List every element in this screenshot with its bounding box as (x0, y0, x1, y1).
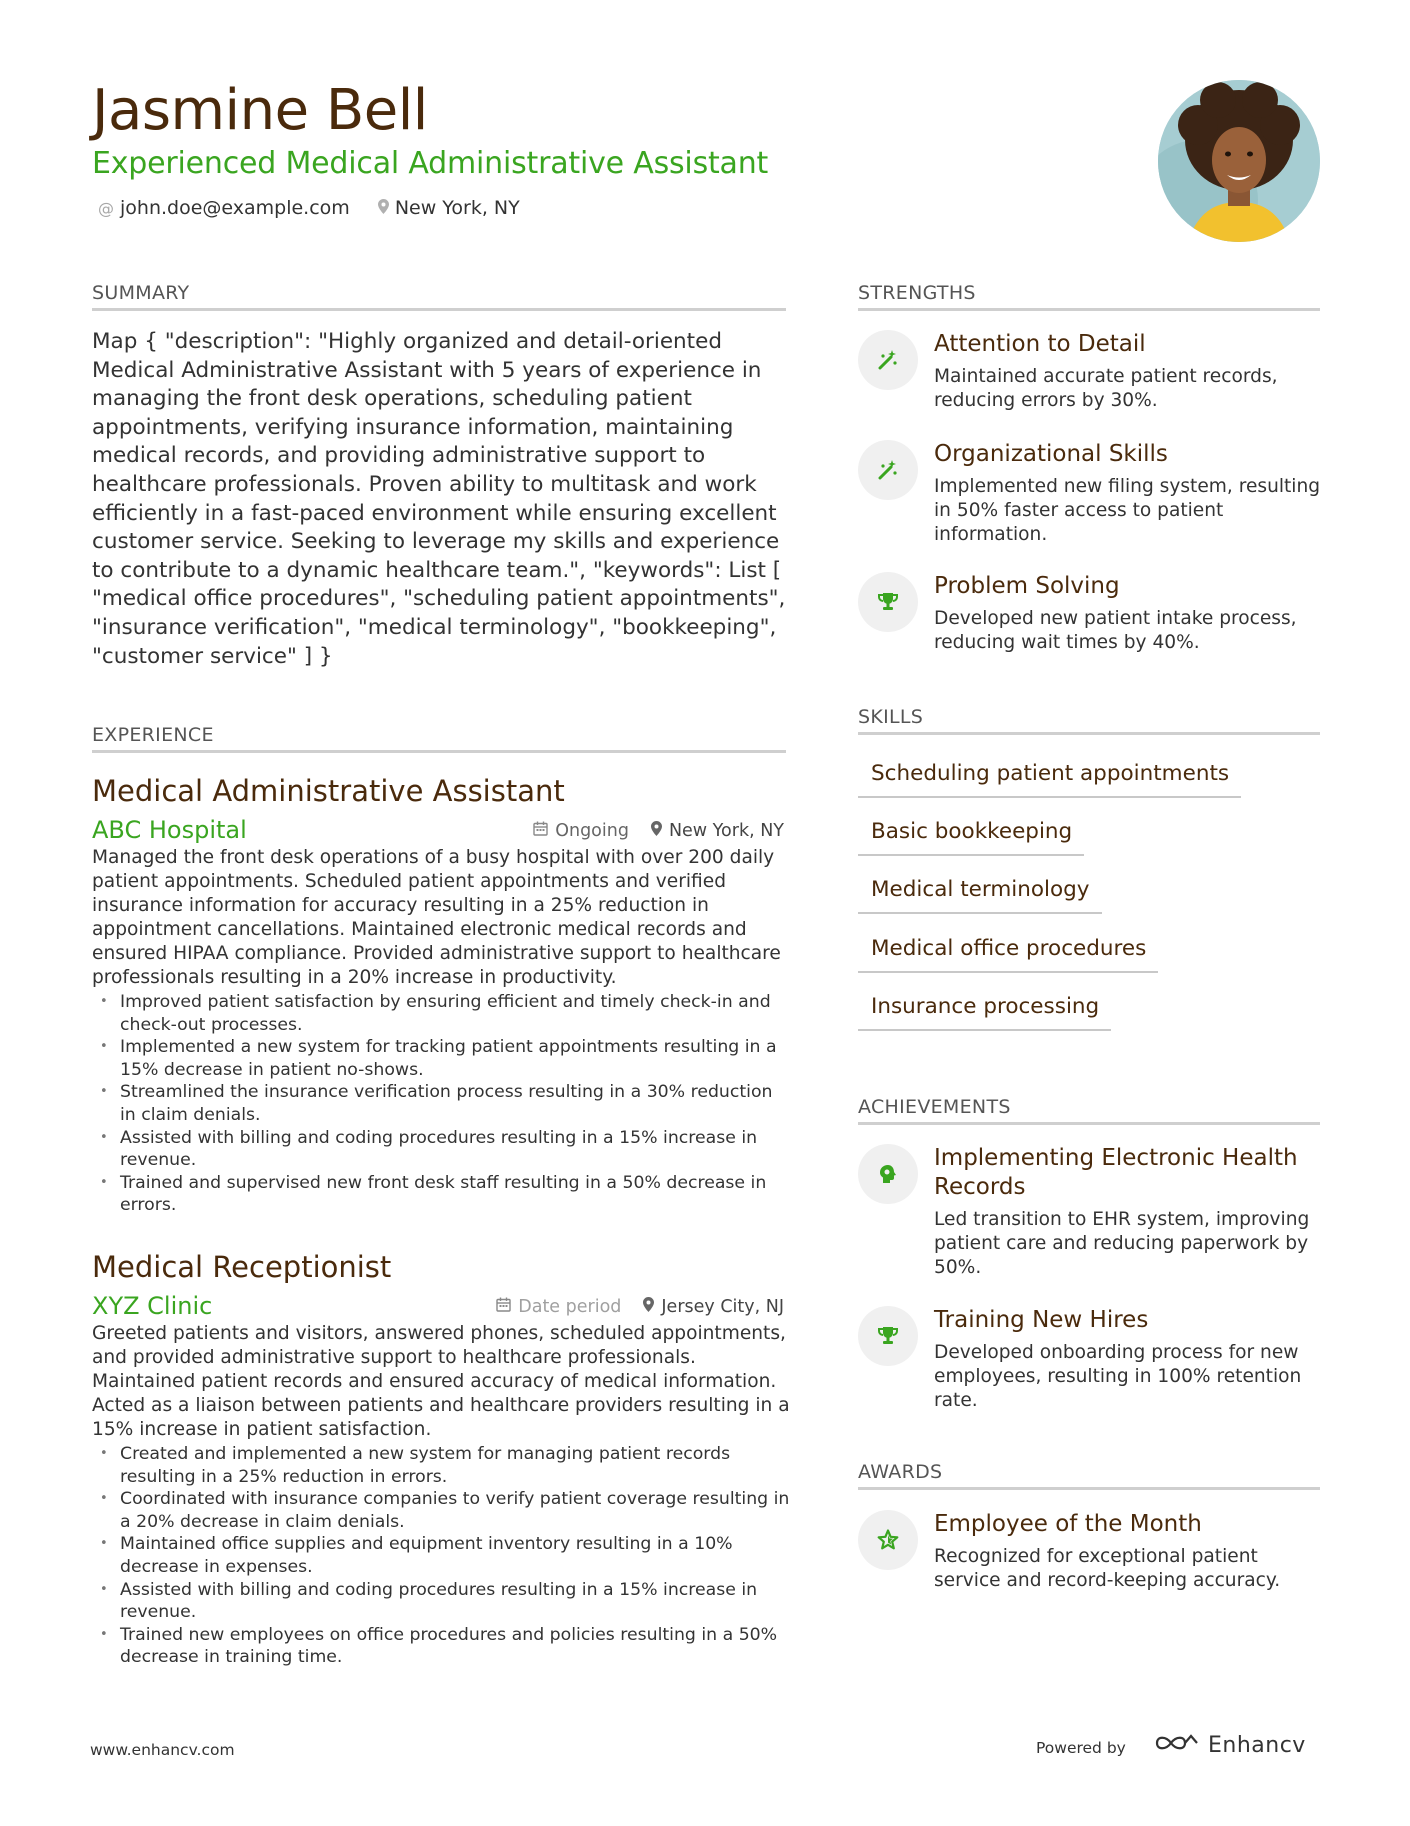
magic-wand-icon (858, 440, 918, 500)
award-title: Employee of the Month (934, 1511, 1202, 1537)
skill-tag: Medical office procedures (858, 935, 1158, 973)
job-bullet: • Coordinated with insurance companies to verify patient coverage resulting in a 20% decrease in claim denials. (92, 1488, 792, 1533)
contact-email[interactable] (98, 197, 350, 219)
contact-location (378, 197, 520, 219)
job-location (643, 1294, 784, 1320)
enhancv-logo[interactable] (1154, 1731, 1306, 1759)
candidate-headline: Experienced Medical Administrative Assistant (92, 146, 769, 181)
calendar-icon (496, 1294, 511, 1320)
footer-brand: Enhancv (1208, 1732, 1306, 1758)
footer-powered-by: Powered by (1036, 1739, 1126, 1757)
job-bullet: • Created and implemented a new system for managing patient records resulting in a 25% reduction in errors. (92, 1443, 792, 1488)
candidate-name: Jasmine Bell (92, 78, 428, 143)
trophy-icon (858, 1306, 918, 1366)
job-description: Greeted patients and visitors, answered phones, scheduled appointments, and provided administrative support to healthcare professionals. Maintained patient records and ensured accuracy of medical information. Acted as a liaison between patients and healthcare providers resulting in a 15% increase in patient satisfaction. (92, 1323, 790, 1440)
job-role: Medical Administrative Assistant (92, 774, 565, 808)
contact-info (98, 197, 520, 219)
strength-title: Problem Solving (934, 573, 1120, 599)
job-company: XYZ Clinic (92, 1292, 213, 1320)
job-meta (533, 818, 784, 844)
strength-description: Implemented new filing system, resulting in 50% faster access to patient information. (934, 476, 1321, 545)
job-description: Managed the front desk operations of a busy hospital with over 200 daily patient appointments. Scheduled patient appointments and verified insurance information for accuracy resulting in a 25% reduction in appointment cancellations. Maintained electronic medical records and ensured HIPAA compliance. Provided administrative support to healthcare professionals resulting in a 20% increase in productivity. (92, 847, 781, 988)
skills-heading: SKILLS (858, 706, 924, 728)
job-bullet: • Assisted with billing and coding procedures resulting in a 15% increase in revenue. (92, 1579, 792, 1624)
calendar-icon (533, 818, 548, 844)
skills-divider (858, 732, 1320, 735)
awards-heading: AWARDS (858, 1461, 943, 1483)
strengths-heading: STRENGTHS (858, 282, 976, 304)
trophy-icon (858, 572, 918, 632)
job-company: ABC Hospital (92, 816, 247, 844)
job-period-text: Date period (518, 1297, 622, 1317)
job-bullet: • Assisted with billing and coding procedures resulting in a 15% increase in revenue. (92, 1127, 792, 1172)
location-text: New York, NY (394, 197, 520, 219)
job-bullets (92, 1443, 792, 1669)
achievement-description: Developed onboarding process for new employees, resulting in 100% retention rate. (934, 1342, 1302, 1411)
footer-website[interactable]: www.enhancv.com (90, 1741, 235, 1759)
summary-divider (92, 308, 786, 311)
awards-divider (858, 1487, 1320, 1490)
strength-title: Organizational Skills (934, 441, 1168, 467)
strength-description: Developed new patient intake process, reducing wait times by 40%. (934, 608, 1297, 653)
job-bullet: • Improved patient satisfaction by ensuring efficient and timely check-in and check-out processes. (92, 991, 792, 1036)
magic-wand-icon (858, 330, 918, 390)
head-idea-icon (858, 1144, 918, 1204)
job-role: Medical Receptionist (92, 1250, 392, 1284)
achievement-title: Implementing Electronic Health Records (934, 1145, 1298, 1200)
job-bullet: • Streamlined the insurance verification process resulting in a 30% reduction in claim denials. (92, 1081, 792, 1126)
skill-tag: Scheduling patient appointments (858, 760, 1241, 798)
location-pin-icon (378, 199, 389, 218)
job-bullet: • Trained and supervised new front desk staff resulting in a 50% decrease in errors. (92, 1172, 792, 1217)
job-location-text: Jersey City, NJ (661, 1297, 784, 1317)
profile-photo (1158, 80, 1320, 242)
job-location-text: New York, NY (668, 821, 784, 841)
strength-description: Maintained accurate patient records, reducing errors by 30%. (934, 366, 1278, 411)
job-bullets (92, 991, 792, 1217)
summary-heading: SUMMARY (92, 282, 190, 304)
job-period (533, 818, 629, 844)
experience-divider (92, 750, 786, 753)
job-bullet: • Maintained office supplies and equipment inventory resulting in a 10% decrease in expenses. (92, 1533, 792, 1578)
at-icon: @ (98, 198, 114, 218)
job-bullet: • Trained new employees on office procedures and policies resulting in a 50% decrease in training time. (92, 1624, 792, 1669)
email-text: john.doe@example.com (120, 197, 350, 219)
strength-title: Attention to Detail (934, 331, 1146, 357)
strengths-divider (858, 308, 1320, 311)
skill-tag: Basic bookkeeping (858, 818, 1084, 856)
achievement-title: Training New Hires (934, 1307, 1149, 1333)
skill-tag: Insurance processing (858, 993, 1111, 1031)
job-bullet: • Implemented a new system for tracking patient appointments resulting in a 15% decrease in patient no-shows. (92, 1036, 792, 1081)
achievements-heading: ACHIEVEMENTS (858, 1096, 1011, 1118)
award-description: Recognized for exceptional patient service and record-keeping accuracy. (934, 1546, 1281, 1591)
job-meta (496, 1294, 784, 1320)
experience-heading: EXPERIENCE (92, 724, 214, 746)
achievement-description: Led transition to EHR system, improving patient care and reducing paperwork by 50%. (934, 1209, 1310, 1278)
job-period (496, 1294, 621, 1320)
achievements-divider (858, 1122, 1320, 1125)
location-pin-icon (643, 1294, 654, 1320)
location-pin-icon (651, 818, 662, 844)
job-location (651, 818, 784, 844)
skill-tag: Medical terminology (858, 876, 1102, 914)
infinity-logo-icon (1154, 1731, 1200, 1759)
job-period-text: Ongoing (555, 821, 629, 841)
summary-text: Map { "description": "Highly organized and detail-oriented Medical Administrative Assistant with 5 years of experience in managing the front desk operations, scheduling patient appointments, verifying insurance information, maintaining medical records, and providing administrative support to healthcare professionals. Proven ability to multitask and work efficiently in a fast-paced environment while ensuring excellent customer service. Seeking to leverage my skills and experience to contribute to a dynamic healthcare team.", "keywords": List [ "medical office procedures", "scheduling patient appointments", "insurance verification", "medical terminology", "bookkeeping", "customer service" ] } (92, 329, 786, 669)
star-icon (858, 1510, 918, 1570)
